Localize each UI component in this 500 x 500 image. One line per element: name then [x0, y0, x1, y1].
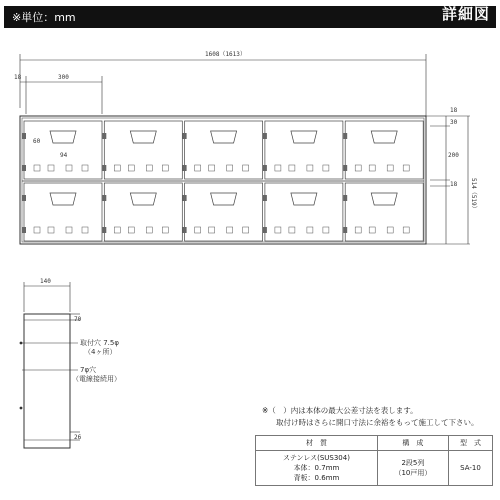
hinge — [183, 165, 187, 171]
lock-dial-mark — [227, 227, 233, 233]
mailbox-door — [185, 183, 263, 241]
mount-hole-mark-bottom — [20, 407, 23, 410]
hinge — [102, 165, 106, 171]
lock-dial-mark — [355, 227, 361, 233]
header-config: 構 成 — [377, 436, 448, 451]
hinge — [263, 165, 267, 171]
hinge — [102, 227, 106, 233]
lock-dial-mark — [48, 227, 54, 233]
lock-dial-mark — [195, 227, 201, 233]
lock-dial-mark — [114, 165, 120, 171]
overall-height-label: 514（519） — [470, 178, 477, 212]
lock-dial-mark — [162, 227, 168, 233]
mailbox-door — [265, 121, 343, 179]
material-cell — [256, 451, 378, 486]
mail-slot — [291, 193, 317, 205]
overall-width-label: 1608（1613） — [205, 51, 246, 58]
unit-width-label: 300 — [58, 74, 69, 81]
lock-dial-mark — [146, 165, 152, 171]
material-line-3: 背板：0.6mm — [293, 474, 340, 482]
hinge — [22, 227, 26, 233]
slot-height-label: 60 — [33, 138, 41, 145]
header-model: 型 式 — [448, 436, 492, 451]
unit-label: ※単位：mm — [12, 11, 76, 24]
lock-dial-mark — [275, 165, 281, 171]
lock-dial-mark — [323, 227, 329, 233]
lock-dial-mark — [387, 227, 393, 233]
lock-dial-mark — [289, 227, 295, 233]
header-material: 材 質 — [256, 436, 378, 451]
hinge — [343, 165, 347, 171]
mount-hole-mark-top — [20, 342, 23, 345]
lock-dial-mark — [209, 165, 215, 171]
lock-dial-mark — [355, 165, 361, 171]
wire-hole-note: （電線接続用） — [72, 375, 121, 383]
material-line-2: 本体：0.7mm — [293, 464, 340, 472]
lock-dial-mark — [209, 227, 215, 233]
lock-dial-mark — [323, 165, 329, 171]
lock-dial-mark — [243, 227, 249, 233]
config-line-1: 2段5列 — [401, 459, 425, 467]
lock-dial-mark — [369, 165, 375, 171]
mail-slot — [371, 131, 397, 143]
lock-dial-mark — [307, 165, 313, 171]
mailbox-door — [24, 183, 102, 241]
right-lower-dim: 18 — [450, 181, 458, 188]
mailbox-door — [345, 121, 423, 179]
hinge — [263, 227, 267, 233]
side-bottom-offset: 26 — [74, 434, 82, 441]
mailbox-door — [265, 183, 343, 241]
note-line-2: 取付け時はさらに開口寸法に余裕をもって施工して下さい。 — [276, 418, 479, 427]
side-top-offset: 70 — [74, 316, 82, 323]
right-top-dim-2: 30 — [450, 119, 458, 126]
lock-dial-mark — [114, 227, 120, 233]
hinge — [263, 133, 267, 139]
hinge — [183, 195, 187, 201]
left-offset-label: 18 — [14, 74, 22, 81]
mail-slot — [50, 131, 76, 143]
lock-dial-mark — [82, 227, 88, 233]
hinge — [343, 195, 347, 201]
mailbox-door — [104, 183, 182, 241]
page-title: 詳細図 — [441, 5, 490, 23]
mailbox-door — [185, 121, 263, 179]
model-cell: SA-10 — [448, 451, 492, 486]
hinge — [343, 227, 347, 233]
mail-slot — [211, 193, 237, 205]
hinge — [22, 133, 26, 139]
right-top-dim-1: 18 — [450, 107, 458, 114]
mailbox-door — [345, 183, 423, 241]
lock-dial-mark — [162, 165, 168, 171]
hinge — [263, 195, 267, 201]
mount-hole-count: （4ヶ所） — [84, 348, 117, 356]
mail-slot — [371, 193, 397, 205]
config-cell — [377, 451, 448, 486]
lock-dial-mark — [289, 165, 295, 171]
lock-dial-mark — [227, 165, 233, 171]
lock-dial-mark — [66, 227, 72, 233]
lock-dial-mark — [369, 227, 375, 233]
lock-dial-mark — [66, 165, 72, 171]
note-line-1: ※（ ）内は本体の最大公差寸法を表します。 — [262, 406, 418, 415]
spec-table — [255, 435, 493, 486]
lock-dial-mark — [195, 165, 201, 171]
hinge — [102, 133, 106, 139]
lock-dial-mark — [128, 165, 134, 171]
lock-dial-mark — [243, 165, 249, 171]
hinge — [183, 133, 187, 139]
lock-dial-mark — [307, 227, 313, 233]
mail-slot — [130, 193, 156, 205]
lock-dial-mark — [82, 165, 88, 171]
lock-dial-mark — [146, 227, 152, 233]
config-line-2: （10戸用） — [394, 469, 432, 477]
mailbox-door — [24, 121, 102, 179]
hinge — [343, 133, 347, 139]
lock-dial-mark — [34, 227, 40, 233]
depth-label: 140 — [40, 278, 51, 285]
hinge — [22, 195, 26, 201]
mail-slot — [130, 131, 156, 143]
mailbox-door — [104, 121, 182, 179]
lock-dial-mark — [387, 165, 393, 171]
slot-width-label: 94 — [60, 152, 68, 159]
mail-slot — [291, 131, 317, 143]
hinge — [102, 195, 106, 201]
mail-slot — [50, 193, 76, 205]
hinge — [22, 165, 26, 171]
hinge — [183, 227, 187, 233]
mail-slot — [211, 131, 237, 143]
mount-hole-callout: 取付穴 7.5φ — [80, 339, 119, 347]
lock-dial-mark — [403, 165, 409, 171]
lock-dial-mark — [34, 165, 40, 171]
wire-hole-callout: 7φ穴 — [80, 366, 97, 374]
lock-dial-mark — [275, 227, 281, 233]
lock-dial-mark — [403, 227, 409, 233]
right-mid-dim: 200 — [448, 152, 459, 159]
material-line-1: ステンレス(SUS304) — [282, 454, 350, 462]
lock-dial-mark — [128, 227, 134, 233]
lock-dial-mark — [48, 165, 54, 171]
